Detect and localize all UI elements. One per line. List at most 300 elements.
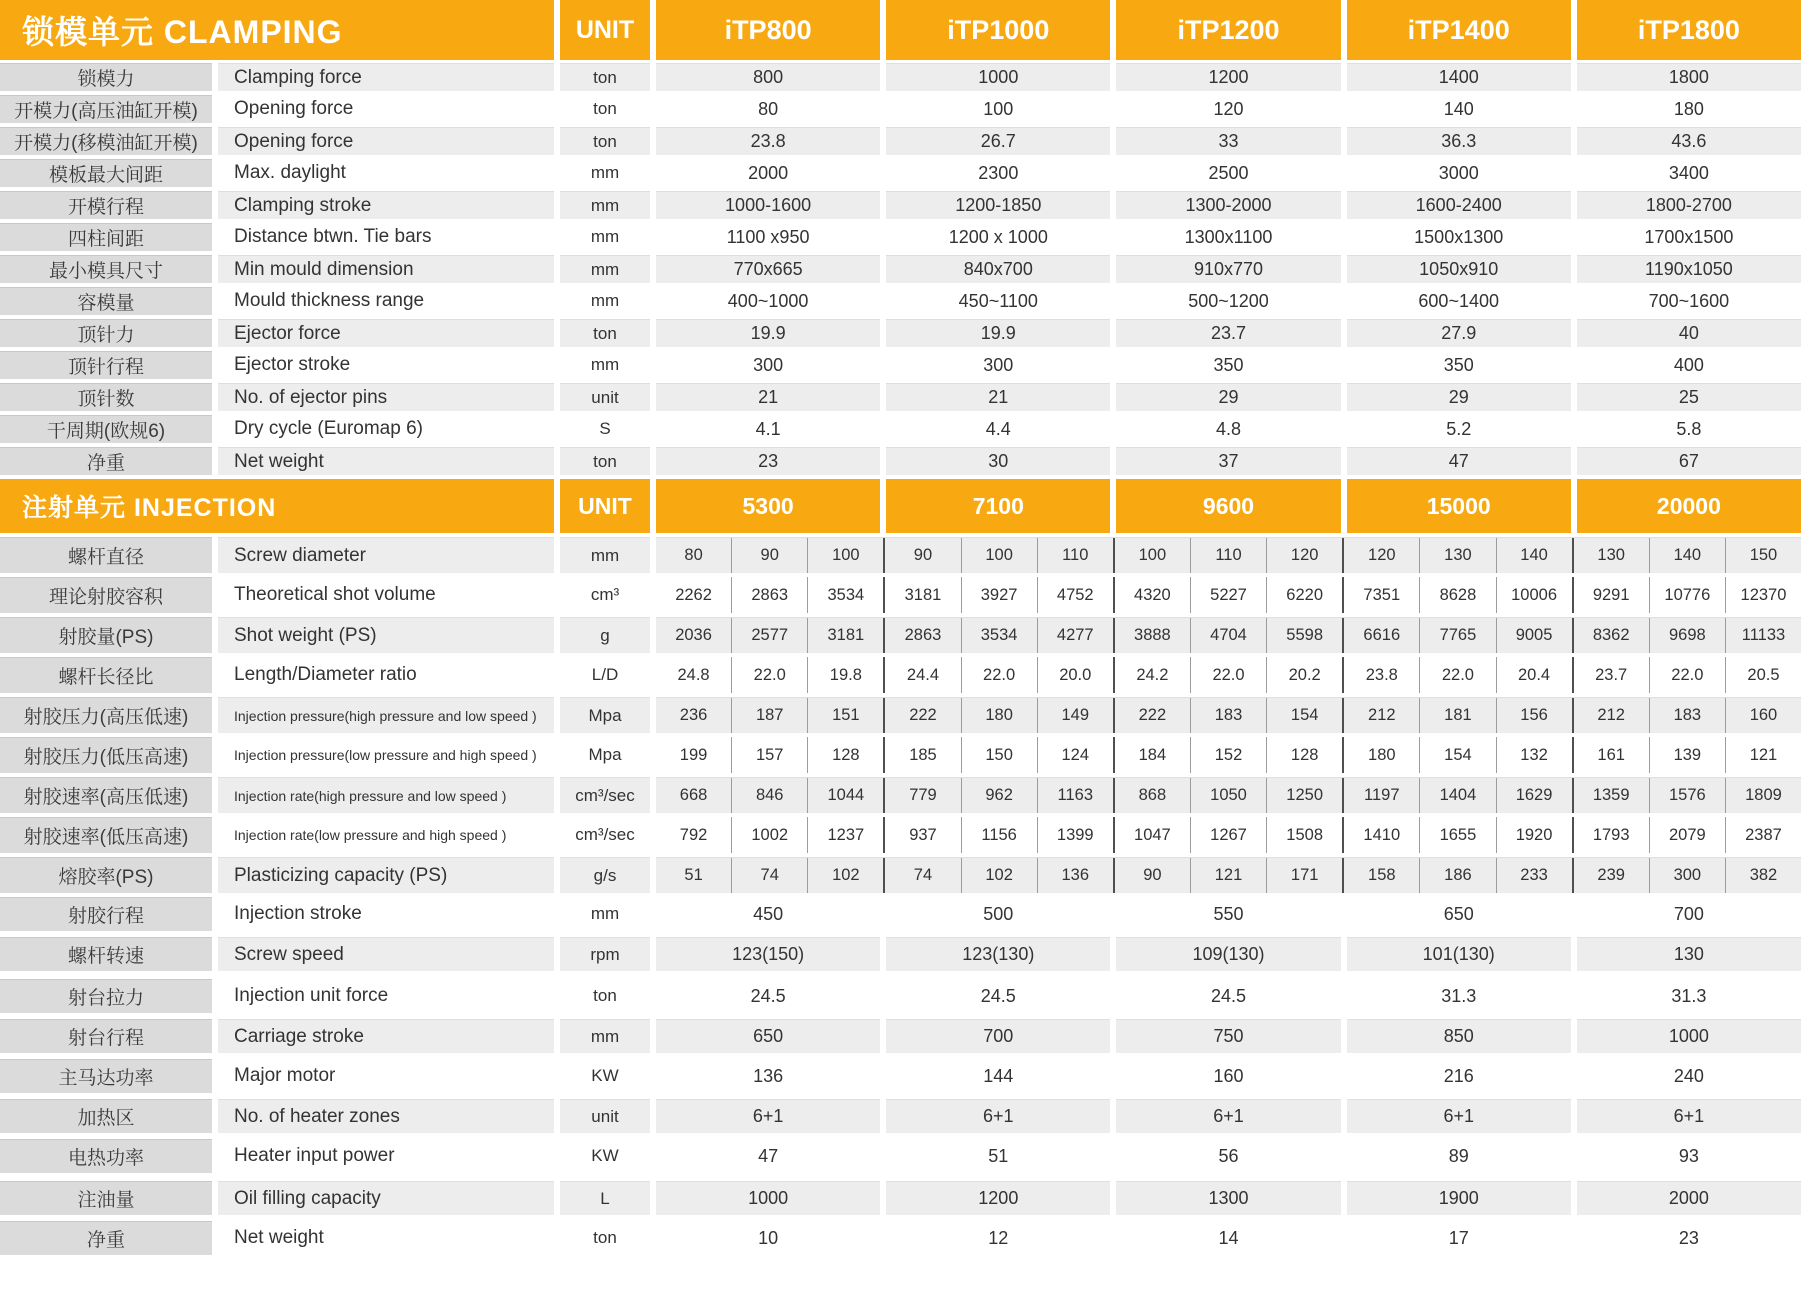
- value-cell: 6+1: [886, 1099, 1110, 1133]
- row-label-en: Shot weight (PS): [218, 617, 554, 653]
- value-cell: 800: [656, 63, 880, 91]
- model-subvalue-group: [1572, 698, 1801, 733]
- row-unit: ton: [560, 63, 650, 91]
- value-cell: 1900: [1347, 1181, 1571, 1215]
- subvalue-cell: 158: [1368, 866, 1396, 884]
- injection-row: [0, 737, 1801, 773]
- injection-unit-column-header: UNIT: [560, 479, 650, 533]
- row-label-cn: 主马达功率: [0, 1059, 212, 1093]
- subvalue-cell: 20.4: [1496, 657, 1572, 693]
- value-cell: 6+1: [656, 1099, 880, 1133]
- value-cell: 24.5: [1210, 985, 1247, 1006]
- value-cell: 700: [886, 1019, 1110, 1053]
- subvalue-cell: 212: [1368, 706, 1396, 724]
- injection-section-title: 注射单元 INJECTION: [0, 479, 554, 533]
- model-header-itp800: iTP800: [656, 0, 880, 60]
- value-cell: 1600-2400: [1347, 191, 1571, 219]
- subvalue-cell: 124: [1037, 737, 1113, 773]
- injection-size-header-5300: 5300: [656, 479, 880, 533]
- row-label-en: Clamping stroke: [218, 191, 554, 219]
- injection-row: [0, 1181, 1801, 1215]
- injection-row: [0, 1019, 1801, 1053]
- row-unit: mm: [560, 537, 650, 573]
- value-cell: 47: [1347, 447, 1571, 475]
- value-cell: 27.9: [1347, 319, 1571, 347]
- subvalue-cell: 937: [909, 825, 937, 844]
- row-label-cn: 净重: [0, 447, 212, 475]
- model-subvalue-group: [883, 817, 1112, 853]
- clamping-row: [0, 127, 1801, 155]
- value-cell: 1300x1100: [1184, 226, 1273, 247]
- row-label-en: Opening force: [218, 127, 554, 155]
- value-cell: 1800: [1577, 63, 1801, 91]
- row-unit: Mpa: [560, 697, 650, 733]
- subvalue-cell: 1044: [807, 778, 883, 813]
- value-cell: 350: [1443, 354, 1474, 375]
- row-subvalues: [656, 777, 1801, 813]
- subvalue-cell: 100: [1138, 546, 1167, 564]
- subvalue-cell: 150: [961, 737, 1037, 773]
- subvalue-cell: 222: [1138, 706, 1167, 724]
- subvalue-cell: 5598: [1266, 618, 1342, 653]
- row-unit: ton: [593, 99, 617, 118]
- row-label-en: Max. daylight: [234, 162, 346, 183]
- model-subvalue-group: [1572, 577, 1801, 613]
- subvalue-cell: 382: [1725, 858, 1801, 893]
- model-subvalue-group: [883, 778, 1112, 813]
- subvalue-cell: 100: [961, 538, 1037, 573]
- row-label-en: Clamping force: [218, 63, 554, 91]
- row-unit: mm: [590, 163, 620, 182]
- model-subvalue-group: [1113, 858, 1342, 893]
- subvalue-cell: 1050: [1190, 778, 1266, 813]
- subvalue-cell: 4320: [1134, 585, 1171, 604]
- model-subvalue-group: [656, 577, 883, 613]
- value-cell: 2000: [748, 162, 789, 183]
- model-subvalue-group: [1113, 817, 1342, 853]
- row-values: [656, 1139, 1801, 1173]
- subvalue-cell: 962: [961, 778, 1037, 813]
- subvalue-cell: 154: [1419, 737, 1495, 773]
- row-unit: mm: [590, 227, 620, 246]
- row-label-en: Ejector stroke: [234, 354, 351, 375]
- value-cell: 1400: [1347, 63, 1571, 91]
- value-cell: 14: [1218, 1227, 1239, 1248]
- value-cell: 2000: [1577, 1181, 1801, 1215]
- value-cell: 450~1100: [958, 290, 1038, 311]
- row-values: [656, 1059, 1801, 1093]
- subvalue-cell: 102: [961, 858, 1037, 893]
- row-subvalues: [656, 537, 1801, 573]
- model-subvalue-group: [883, 858, 1112, 893]
- subvalue-cell: 1920: [1496, 817, 1572, 853]
- row-unit: unit: [560, 1099, 650, 1133]
- subvalue-cell: 1410: [1363, 825, 1401, 844]
- subvalue-cell: 74: [913, 866, 933, 884]
- row-label-cn: 射台拉力: [0, 979, 212, 1013]
- row-label-cn: 射胶行程: [0, 897, 212, 931]
- row-label-en: Plasticizing capacity (PS): [218, 857, 554, 893]
- row-label-cn: 射胶压力(高压低速): [0, 697, 212, 733]
- value-cell: 93: [1678, 1145, 1699, 1166]
- model-subvalue-group: [1113, 538, 1342, 573]
- injection-row: [0, 617, 1801, 653]
- row-values: [656, 383, 1801, 411]
- row-label-cn: 四柱间距: [0, 223, 212, 251]
- subvalue-cell: 1655: [1419, 817, 1495, 853]
- row-subvalues: [656, 817, 1801, 853]
- row-unit: cm³: [590, 585, 620, 604]
- value-cell: 19.9: [656, 319, 880, 347]
- model-subvalue-group: [1342, 698, 1571, 733]
- row-values: [656, 191, 1801, 219]
- subvalue-cell: 171: [1266, 858, 1342, 893]
- row-label-cn: 螺杆长径比: [0, 657, 212, 693]
- model-header-itp1200: iTP1200: [1116, 0, 1340, 60]
- subvalue-cell: 22.0: [1190, 657, 1266, 693]
- subvalue-cell: 22.0: [731, 657, 807, 693]
- subvalue-cell: 1156: [961, 817, 1037, 853]
- value-cell: 1000-1600: [656, 191, 880, 219]
- injection-row: [0, 1221, 1801, 1255]
- row-values: [656, 351, 1801, 379]
- row-label-en: Opening force: [234, 98, 354, 119]
- model-subvalue-group: [1342, 618, 1571, 653]
- value-cell: 140: [1443, 98, 1474, 119]
- subvalue-cell: 121: [1725, 737, 1801, 773]
- subvalue-cell: 3888: [1134, 626, 1171, 644]
- model-subvalue-group: [1572, 778, 1801, 813]
- clamping-section-header: [0, 0, 1801, 60]
- injection-row: [0, 897, 1801, 931]
- value-cell: 21: [886, 383, 1110, 411]
- value-cell: 850: [1347, 1019, 1571, 1053]
- model-subvalue-group: [1342, 858, 1571, 893]
- subvalue-cell: 1809: [1725, 778, 1801, 813]
- value-cell: 180: [1673, 98, 1704, 119]
- subvalue-cell: 1163: [1037, 778, 1113, 813]
- row-label-cn: 射台行程: [0, 1019, 212, 1053]
- subvalue-cell: 20.2: [1266, 657, 1342, 693]
- row-values: [656, 63, 1801, 91]
- row-values: [656, 447, 1801, 475]
- row-values: [656, 1019, 1801, 1053]
- row-unit: ton: [593, 1228, 617, 1247]
- value-cell: 1100 x950: [726, 226, 810, 247]
- injection-size-header-20000: 20000: [1577, 479, 1801, 533]
- row-unit: mm: [590, 291, 620, 310]
- subvalue-cell: 20.0: [1037, 657, 1113, 693]
- value-cell: 123(130): [886, 937, 1110, 971]
- subvalue-cell: 792: [679, 825, 708, 844]
- subvalue-cell: 132: [1496, 737, 1572, 773]
- clamping-row: [0, 415, 1801, 443]
- injection-row: [0, 1099, 1801, 1133]
- subvalue-cell: 1237: [807, 817, 883, 853]
- value-cell: 1200 x 1000: [948, 226, 1048, 247]
- row-label-en: Net weight: [234, 1227, 324, 1248]
- subvalue-cell: 3181: [904, 585, 942, 604]
- value-cell: 12: [988, 1227, 1009, 1248]
- injection-size-header-7100: 7100: [886, 479, 1110, 533]
- value-cell: 19.9: [886, 319, 1110, 347]
- value-cell: 840x700: [886, 255, 1110, 283]
- value-cell: 89: [1448, 1145, 1469, 1166]
- model-subvalue-group: [1113, 737, 1342, 773]
- model-subvalue-group: [1342, 737, 1571, 773]
- row-label-en: Carriage stroke: [218, 1019, 554, 1053]
- model-subvalue-group: [656, 657, 883, 693]
- model-column-headers: [656, 0, 1801, 60]
- value-cell: 120: [1213, 98, 1244, 119]
- row-unit: mm: [560, 1019, 650, 1053]
- subvalue-cell: 3927: [961, 577, 1037, 613]
- injection-size-header-9600: 9600: [1116, 479, 1340, 533]
- clamping-row: [0, 159, 1801, 187]
- value-cell: 36.3: [1347, 127, 1571, 155]
- row-label-en: Injection unit force: [234, 985, 389, 1006]
- subvalue-cell: 110: [1190, 538, 1266, 573]
- injection-row: [0, 577, 1801, 613]
- row-subvalues: [656, 737, 1801, 773]
- subvalue-cell: 157: [731, 737, 807, 773]
- model-subvalue-group: [656, 618, 883, 653]
- row-label-cn: 干周期(欧规6): [0, 415, 212, 443]
- model-subvalue-group: [656, 737, 883, 773]
- subvalue-cell: 90: [913, 546, 933, 564]
- row-unit: g: [560, 617, 650, 653]
- model-subvalue-group: [656, 817, 883, 853]
- subvalue-cell: 100: [807, 538, 883, 573]
- value-cell: 3000: [1438, 162, 1479, 183]
- subvalue-cell: 183: [1190, 698, 1266, 733]
- row-subvalues: [656, 657, 1801, 693]
- value-cell: 160: [1213, 1065, 1244, 1086]
- value-cell: 29: [1347, 383, 1571, 411]
- subvalue-cell: 120: [1368, 546, 1396, 564]
- subvalue-cell: 2577: [731, 618, 807, 653]
- subvalue-cell: 4704: [1190, 618, 1266, 653]
- value-cell: 144: [983, 1065, 1014, 1086]
- injection-row: [0, 857, 1801, 893]
- model-subvalue-group: [883, 698, 1112, 733]
- subvalue-cell: 139: [1649, 737, 1725, 773]
- value-cell: 300: [983, 354, 1014, 375]
- model-subvalue-group: [1342, 538, 1571, 573]
- value-cell: 6+1: [1577, 1099, 1801, 1133]
- value-cell: 29: [1116, 383, 1340, 411]
- subvalue-cell: 12370: [1725, 577, 1801, 613]
- row-values: [656, 223, 1801, 251]
- value-cell: 123(150): [656, 937, 880, 971]
- model-subvalue-group: [1572, 657, 1801, 693]
- model-subvalue-group: [1113, 657, 1342, 693]
- value-cell: 23: [1678, 1227, 1699, 1248]
- subvalue-cell: 233: [1496, 858, 1572, 893]
- clamping-row: [0, 255, 1801, 283]
- row-subvalues: [656, 857, 1801, 893]
- model-header-itp1400: iTP1400: [1347, 0, 1571, 60]
- subvalue-cell: 4752: [1037, 577, 1113, 613]
- row-label-cn: 顶针数: [0, 383, 212, 411]
- subvalue-cell: 236: [679, 706, 708, 724]
- injection-row: [0, 1139, 1801, 1173]
- subvalue-cell: 8628: [1419, 577, 1495, 613]
- row-values: [656, 415, 1801, 443]
- subvalue-cell: 180: [961, 698, 1037, 733]
- value-cell: 1000: [656, 1181, 880, 1215]
- value-cell: 1800-2700: [1577, 191, 1801, 219]
- value-cell: 216: [1443, 1065, 1474, 1086]
- value-cell: 67: [1577, 447, 1801, 475]
- value-cell: 2500: [1208, 162, 1249, 183]
- subvalue-cell: 130: [1597, 546, 1625, 564]
- subvalue-cell: 183: [1649, 698, 1725, 733]
- subvalue-cell: 239: [1597, 866, 1625, 884]
- row-values: [656, 127, 1801, 155]
- injection-row: [0, 979, 1801, 1013]
- subvalue-cell: 2036: [675, 626, 712, 644]
- model-subvalue-group: [656, 778, 883, 813]
- injection-row: [0, 1059, 1801, 1093]
- row-unit: cm³/sec: [560, 777, 650, 813]
- subvalue-cell: 3181: [807, 618, 883, 653]
- subvalue-cell: 23.8: [1365, 665, 1398, 684]
- subvalue-cell: 180: [1368, 745, 1396, 764]
- value-cell: 550: [1213, 903, 1244, 924]
- value-cell: 1050x910: [1347, 255, 1571, 283]
- row-label-en: Mould thickness range: [234, 290, 425, 311]
- subvalue-cell: 7765: [1419, 618, 1495, 653]
- value-cell: 109(130): [1116, 937, 1340, 971]
- value-cell: 3400: [1668, 162, 1709, 183]
- subvalue-cell: 1629: [1496, 778, 1572, 813]
- subvalue-cell: 2262: [675, 585, 712, 604]
- subvalue-cell: 1267: [1190, 817, 1266, 853]
- row-values: [656, 159, 1801, 187]
- row-unit: unit: [560, 383, 650, 411]
- row-label-cn: 电热功率: [0, 1139, 212, 1173]
- row-label-en: Injection pressure(high pressure and low speed ): [218, 697, 554, 733]
- subvalue-cell: 23.7: [1595, 665, 1628, 684]
- subvalue-cell: 152: [1190, 737, 1266, 773]
- model-subvalue-group: [656, 858, 883, 893]
- model-header-itp1800: iTP1800: [1577, 0, 1801, 60]
- row-unit: mm: [590, 904, 620, 923]
- row-label-en: Injection stroke: [234, 903, 362, 924]
- value-cell: 300: [753, 354, 784, 375]
- model-subvalue-group: [1113, 778, 1342, 813]
- row-values: [656, 319, 1801, 347]
- row-label-en: No. of heater zones: [218, 1099, 554, 1133]
- subvalue-cell: 151: [807, 698, 883, 733]
- value-cell: 400: [1673, 354, 1704, 375]
- row-unit: ton: [560, 447, 650, 475]
- value-cell: 101(130): [1347, 937, 1571, 971]
- injection-table-body: [0, 537, 1801, 1255]
- row-unit: ton: [560, 319, 650, 347]
- subvalue-cell: 11133: [1725, 618, 1801, 653]
- injection-row: [0, 657, 1801, 693]
- subvalue-cell: 9291: [1592, 585, 1630, 604]
- row-unit: rpm: [560, 937, 650, 971]
- row-unit: L/D: [591, 665, 619, 684]
- value-cell: 1700x1500: [1644, 226, 1734, 247]
- value-cell: 31.3: [1671, 985, 1707, 1006]
- subvalue-cell: 80: [684, 546, 703, 564]
- subvalue-cell: 128: [1266, 737, 1342, 773]
- subvalue-cell: 1404: [1419, 778, 1495, 813]
- subvalue-cell: 181: [1419, 698, 1495, 733]
- value-cell: 17: [1448, 1227, 1469, 1248]
- row-label-cn: 射胶速率(低压高速): [0, 817, 212, 853]
- clamping-row: [0, 319, 1801, 347]
- subvalue-cell: 128: [807, 737, 883, 773]
- subvalue-cell: 120: [1266, 538, 1342, 573]
- subvalue-cell: 1508: [1266, 817, 1342, 853]
- row-label-cn: 顶针行程: [0, 351, 212, 379]
- model-subvalue-group: [1572, 538, 1801, 573]
- value-cell: 1200-1850: [886, 191, 1110, 219]
- row-label-en: Ejector force: [218, 319, 554, 347]
- row-label-cn: 模板最大间距: [0, 159, 212, 187]
- row-unit: mm: [560, 255, 650, 283]
- clamping-row: [0, 223, 1801, 251]
- subvalue-cell: 185: [909, 745, 937, 764]
- injection-row: [0, 537, 1801, 573]
- subvalue-cell: 149: [1037, 698, 1113, 733]
- row-label-en: Injection pressure(low pressure and high speed ): [234, 747, 537, 763]
- subvalue-cell: 22.0: [1419, 657, 1495, 693]
- row-label-cn: 开模力(高压油缸开模): [0, 95, 212, 123]
- value-cell: 80: [758, 98, 779, 119]
- value-cell: 40: [1577, 319, 1801, 347]
- subvalue-cell: 1047: [1134, 825, 1171, 844]
- model-subvalue-group: [1572, 737, 1801, 773]
- injection-row: [0, 817, 1801, 853]
- subvalue-cell: 7351: [1363, 585, 1401, 604]
- clamping-row: [0, 383, 1801, 411]
- subvalue-cell: 2863: [904, 626, 942, 644]
- value-cell: 750: [1116, 1019, 1340, 1053]
- row-unit: KW: [591, 1146, 619, 1165]
- row-label-en: Heater input power: [234, 1145, 395, 1166]
- subvalue-cell: 102: [807, 858, 883, 893]
- injection-unit-size-headers: [656, 479, 1801, 533]
- value-cell: 1190x1050: [1577, 255, 1801, 283]
- value-cell: 650: [1443, 903, 1474, 924]
- row-label-en: Theoretical shot volume: [234, 584, 436, 605]
- subvalue-cell: 140: [1496, 538, 1572, 573]
- subvalue-cell: 10006: [1496, 577, 1572, 613]
- subvalue-cell: 222: [909, 706, 937, 724]
- clamping-row: [0, 191, 1801, 219]
- value-cell: 910x770: [1116, 255, 1340, 283]
- subvalue-cell: 8362: [1592, 626, 1630, 644]
- subvalue-cell: 868: [1138, 786, 1167, 804]
- row-unit: S: [599, 419, 611, 438]
- row-subvalues: [656, 697, 1801, 733]
- value-cell: 6+1: [1116, 1099, 1340, 1133]
- subvalue-cell: 74: [731, 858, 807, 893]
- value-cell: 130: [1577, 937, 1801, 971]
- row-unit: cm³/sec: [575, 825, 635, 844]
- subvalue-cell: 130: [1419, 538, 1495, 573]
- clamping-row: [0, 95, 1801, 123]
- row-label-cn: 射胶量(PS): [0, 617, 212, 653]
- subvalue-cell: 1359: [1592, 786, 1630, 804]
- subvalue-cell: 199: [679, 745, 708, 764]
